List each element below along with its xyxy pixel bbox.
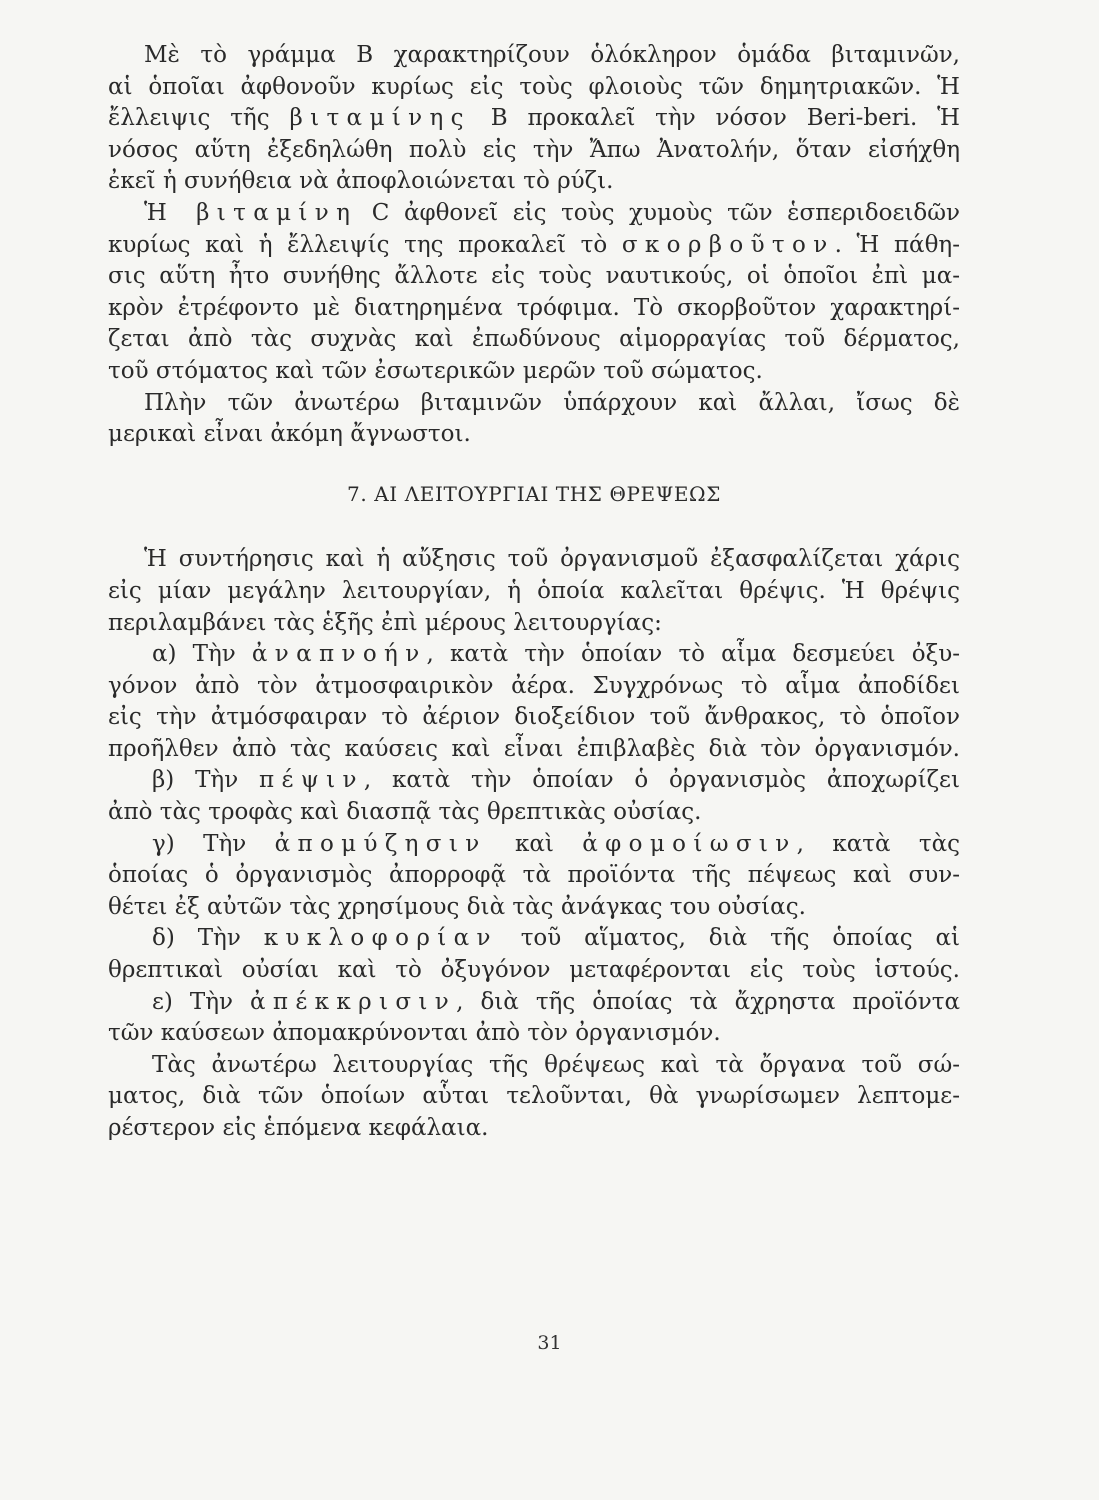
line-text: κυρίως καὶ ἡ ἔλλειψίς της προκαλεῖ τὸ	[108, 231, 622, 258]
line-text-after: , κατὰ τὴν ὁποίαν τὸ αἷμα δεσμεύει ὀξυ-	[426, 641, 960, 668]
spaced-term: ἀναπνοήν	[251, 641, 427, 668]
text-line	[108, 987, 960, 1019]
text-line	[108, 166, 960, 198]
line-text: ἐκεῖ ἡ συνήθεια νὰ ἀποφλοιώνεται τὸ ρύζι.	[108, 168, 614, 195]
line-text-after: C ἀφθονεῖ εἰς τοὺς χυμοὺς τῶν ἑσπεριδοειδῶν	[357, 199, 960, 226]
text-line	[108, 608, 960, 640]
text-line	[108, 419, 960, 451]
text-line	[108, 734, 960, 766]
text-line	[108, 892, 960, 924]
line-text-after: , κατὰ τὴν ὁποίαν ὁ ὀργανισμὸς ἀποχωρίζει	[363, 767, 960, 794]
line-text: περιλαμβάνει τὰς ἑξῆς ἐπὶ μέρους λειτουργίας:	[108, 609, 662, 636]
paragraph-vitamin-c	[108, 198, 960, 388]
line-text: ρέστερον εἰς ἑπόμενα κεφάλαια.	[108, 1115, 489, 1141]
line-text: θρεπτικαὶ οὐσίαι καὶ τὸ ὀξυγόνον μεταφέρονται εἰς τοὺς ἱστούς.	[108, 957, 960, 984]
line-text: Ἡ συντήρησις καὶ ἡ αὔξησις τοῦ ὀργανισμοῦ ἐξασφαλίζεται χάρις	[144, 546, 960, 573]
text-line	[108, 356, 960, 388]
text-line	[108, 1050, 960, 1082]
line-text: Πλὴν τῶν ἀνωτέρω βιταμινῶν ὑπάρχουν καὶ ἄλλαι, ἴσως δὲ	[144, 389, 960, 416]
section-heading: 7. ΑΙ ΛΕΙΤΟΥΡΓΙΑΙ ΤΗΣ ΘΡΕΨΕΩΣ	[347, 481, 721, 506]
text-line	[108, 230, 960, 262]
spaced-term: πέψιν	[258, 767, 364, 794]
line-text: εἰς μίαν μεγάλην λειτουργίαν, ἡ ὁποία καλεῖται θρέψις. Ἡ θρέψις	[108, 577, 960, 604]
text-line	[108, 1113, 960, 1145]
text-line	[108, 576, 960, 608]
line-text: εἰς τὴν ἀτμόσφαιραν τὸ ἀέριον διοξείδιον τοῦ ἄνθρακος, τὸ ὁποῖον	[108, 704, 960, 731]
line-text: ζεται ἀπὸ τὰς συχνὰς καὶ ἐπωδύνους αἱμορραγίας τοῦ δέρματος,	[108, 326, 960, 353]
line-text: κρὸν ἐτρέφοντο μὲ διατηρημένα τρόφιμα. Τὸ σκορβοῦτον χαρακτηρί-	[108, 294, 960, 321]
paragraph-other-vitamins	[108, 388, 960, 451]
spaced-term: κυκλοφορίαν	[263, 925, 498, 952]
line-text-after: καὶ	[486, 830, 583, 857]
text-line	[108, 544, 960, 576]
line-text: Τὰς ἀνωτέρω λειτουργίας τῆς θρέψεως καὶ τὰ ὄργανα τοῦ σώ-	[152, 1051, 960, 1078]
line-text: ἔλλειψις τῆς	[108, 105, 290, 132]
line-text: μερικαὶ εἶναι ἀκόμη ἄγνωστοι.	[108, 421, 471, 448]
line-text-after: τοῦ αἵματος, διὰ τῆς ὁποίας αἱ	[497, 925, 960, 952]
text-line	[108, 135, 960, 167]
text-line	[108, 1018, 960, 1050]
line-text: θέτει ἐξ αὐτῶν τὰς χρησίμους διὰ τὰς ἀνάγκας του οὐσίας.	[108, 893, 806, 920]
text-line	[108, 955, 960, 987]
spaced-term: Ἡ βιταμίνη	[144, 199, 358, 226]
line-text: β) Τὴν	[152, 767, 259, 794]
text-line	[108, 388, 960, 420]
line-text: ὁποίας ὁ ὀργανισμὸς ἀπορροφᾷ τὰ προϊόντα τῆς πέψεως καὶ συν-	[108, 862, 960, 889]
line-text: ἀπὸ τὰς τροφὰς καὶ διασπᾷ τὰς θρεπτικὰς οὐσίας.	[108, 799, 702, 826]
page-body	[108, 40, 960, 1145]
text-line	[108, 293, 960, 325]
spaced-term: ἀπομύζησιν	[274, 830, 487, 857]
text-line	[108, 1081, 960, 1113]
spaced-term: σκορβοῦτον	[621, 231, 835, 258]
line-text: νόσος αὕτη ἐξεδηλώθη πολὺ εἰς τὴν Ἄπω Ἀνατολήν, ὅταν εἰσήχθη	[108, 136, 960, 163]
text-line	[108, 765, 960, 797]
line-text-after: , κατὰ τὰς	[796, 830, 960, 857]
text-line	[108, 198, 960, 230]
line-text: γ) Τὴν	[152, 830, 275, 857]
line-text-after: , διὰ τῆς ὁποίας τὰ ἄχρηστα προϊόντα	[456, 988, 960, 1015]
paragraph-vitamin-b	[108, 40, 960, 198]
text-line	[108, 639, 960, 671]
line-text: δ) Τὴν	[152, 925, 264, 952]
line-text: γόνον ἀπὸ τὸν ἀτμοσφαιρικὸν ἀέρα. Συγχρόνως τὸ αἷμα ἀποδίδει	[108, 672, 960, 699]
spaced-term: βιταμίνης	[289, 105, 471, 132]
spaced-term: ἀπέκκρισιν	[249, 988, 457, 1015]
page-number: 31	[537, 1332, 562, 1354]
paragraph-nutrition-functions	[108, 544, 960, 1144]
text-line	[108, 72, 960, 104]
text-line	[108, 860, 960, 892]
line-text: αἱ ὁποῖαι ἀφθονοῦν κυρίως εἰς τοὺς φλοιοὺς τῶν δημητριακῶν. Ἡ	[108, 73, 960, 100]
line-text: τοῦ στόματος καὶ τῶν ἐσωτερικῶν μερῶν τοῦ σώματος.	[108, 357, 763, 384]
text-line	[108, 671, 960, 703]
text-line	[108, 797, 960, 829]
line-text-after: Β προκαλεῖ τὴν νόσον Beri-beri. Ἡ	[470, 105, 961, 132]
line-text: α) Τὴν	[152, 641, 252, 668]
text-line	[108, 103, 960, 135]
line-text-after: . Ἡ πάθη-	[834, 231, 960, 258]
text-line	[108, 324, 960, 356]
line-text: σις αὕτη ἦτο συνήθης ἄλλοτε εἰς τοὺς ναυτικούς, οἱ ὁποῖοι ἐπὶ μα-	[108, 263, 960, 290]
text-line	[108, 261, 960, 293]
spaced-term: ἀφομοίωσιν	[582, 830, 797, 857]
text-line	[108, 702, 960, 734]
line-text: προῆλθεν ἀπὸ τὰς καύσεις καὶ εἶναι ἐπιβλαβὲς διὰ τὸν ὀργανισμόν.	[108, 735, 960, 762]
text-line	[108, 829, 960, 861]
line-text: ματος, διὰ τῶν ὁποίων αὗται τελοῦνται, θὰ γνωρίσωμεν λεπτομε-	[108, 1083, 960, 1110]
line-text: Μὲ τὸ γράμμα Β χαρακτηρίζουν ὁλόκληρον ὁμάδα βιταμινῶν,	[144, 42, 960, 68]
text-line	[108, 40, 960, 72]
text-line	[108, 923, 960, 955]
line-text: τῶν καύσεων ἀπομακρύνονται ἀπὸ τὸν ὀργανισμόν.	[108, 1020, 721, 1047]
line-text: ε) Τὴν	[152, 988, 250, 1015]
